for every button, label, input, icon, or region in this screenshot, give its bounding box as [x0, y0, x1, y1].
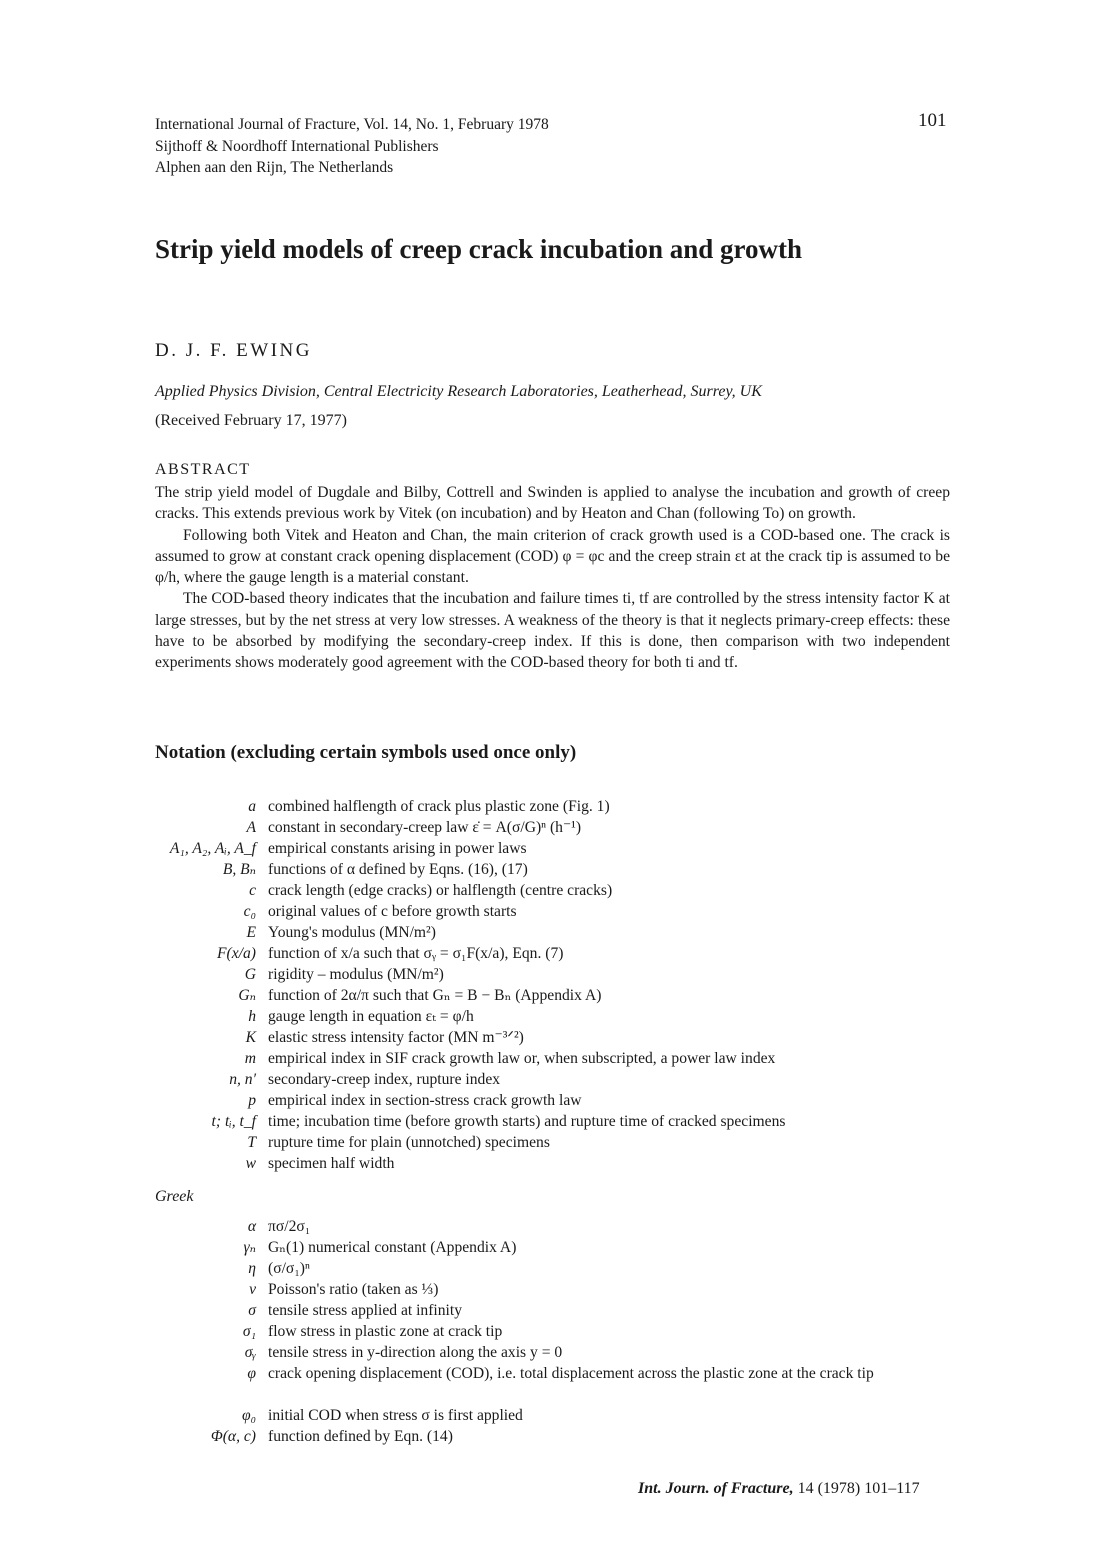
notation-row — [140, 1027, 960, 1048]
notation-row — [140, 1006, 960, 1027]
notation-definition: rupture time for plain (unnotched) specimens — [268, 1134, 550, 1151]
notation-definition: time; incubation time (before growth starts) and rupture time of cracked specimens — [268, 1113, 786, 1130]
notation-definition: initial COD when stress σ is first applied — [268, 1407, 523, 1424]
notation-symbol: E — [246, 924, 256, 941]
notation-definition: constant in secondary-creep law ε̇ = A(σ/G)ⁿ (h⁻¹) — [268, 819, 582, 836]
abstract-body — [155, 482, 950, 674]
notation-list-latin — [140, 796, 960, 1174]
notation-definition: function of 2α/π such that Gₙ = B − Bₙ (Appendix A) — [268, 987, 602, 1004]
notation-definition: Gₙ(1) numerical constant (Appendix A) — [268, 1239, 517, 1256]
notation-definition: crack length (edge cracks) or halflength (centre cracks) — [268, 882, 613, 899]
notation-symbol: m — [244, 1050, 256, 1067]
notation-row — [140, 1111, 960, 1132]
notation-symbol: p — [248, 1092, 256, 1109]
notation-row — [140, 1321, 960, 1342]
notation-definition: Young's modulus (MN/m²) — [268, 924, 436, 941]
notation-row — [140, 964, 960, 985]
notation-symbol: φ — [247, 1365, 256, 1382]
notation-symbol: c — [249, 882, 256, 899]
notation-symbol: B, Bₙ — [222, 861, 256, 878]
footer-journal: Int. Journ. of Fracture, — [638, 1480, 794, 1497]
notation-definition: rigidity – modulus (MN/m²) — [268, 966, 444, 983]
journal-line: International Journal of Fracture, Vol. 14, No. 1, February 1978 — [155, 116, 549, 133]
notation-row — [140, 1363, 960, 1405]
notation-row — [140, 1405, 960, 1426]
notation-row — [140, 859, 960, 880]
greek-label: Greek — [155, 1188, 194, 1205]
notation-row — [140, 1300, 960, 1321]
notation-symbol: σᵧ — [244, 1344, 256, 1361]
publisher-line: Sijthoff & Noordhoff International Publishers — [155, 137, 439, 155]
notation-symbol: σ₁ — [242, 1323, 256, 1340]
notation-row — [140, 985, 960, 1006]
notation-definition: original values of c before growth starts — [268, 903, 517, 920]
notation-symbol: w — [245, 1155, 256, 1172]
notation-symbol: a — [248, 798, 256, 815]
notation-definition: function of x/a such that σᵧ = σ₁F(x/a), Eqn. (7) — [268, 945, 564, 962]
notation-row — [140, 1216, 960, 1237]
notation-row — [140, 1090, 960, 1111]
received-date: (Received February 17, 1977) — [155, 412, 347, 429]
notation-definition: tensile stress applied at infinity — [268, 1302, 463, 1319]
notation-row — [140, 1258, 960, 1279]
notation-symbol: A₁, A₂, Aᵢ, A_f — [169, 840, 256, 857]
notation-row — [140, 1153, 960, 1174]
affiliation: Applied Physics Division, Central Electricity Research Laboratories, Leatherhead, Surrey, UK — [155, 383, 762, 400]
notation-symbol: Gₙ — [238, 987, 256, 1004]
footer-volume-pages: 14 (1978) 101–117 — [793, 1480, 920, 1497]
notation-definition: functions of α defined by Eqns. (16), (17) — [268, 861, 528, 878]
notation-definition: combined halflength of crack plus plastic zone (Fig. 1) — [268, 798, 610, 815]
notation-definition: tensile stress in y-direction along the axis y = 0 — [268, 1344, 563, 1361]
notation-row — [140, 1426, 960, 1447]
notation-symbol: σ — [248, 1302, 256, 1319]
notation-definition: (σ/σ₁)ⁿ — [268, 1260, 310, 1277]
notation-row — [140, 943, 960, 964]
notation-symbol: G — [244, 966, 256, 983]
notation-definition: empirical index in SIF crack growth law or, when subscripted, a power law index — [268, 1050, 776, 1067]
notation-row — [140, 1069, 960, 1090]
notation-definition: flow stress in plastic zone at crack tip — [268, 1323, 503, 1340]
abstract-paragraph: The COD-based theory indicates that the incubation and failure times ti, tf are controlled by the stress intensity factor K at large stresses, but by the net stress at very low stresses. A weakness of the theory is that it neglects primary-creep effects: these have to be absorbed by modifying the secondary-creep index. If this is done, then comparison with two independent experiments shows moderately good agreement with the COD-based theory for both ti and tf. — [155, 590, 950, 672]
notation-symbol: A — [246, 819, 256, 836]
notation-symbol: c₀ — [243, 903, 256, 920]
notation-symbol: t; tᵢ, t_f — [211, 1113, 256, 1130]
notation-symbol: α — [247, 1218, 256, 1235]
notation-symbol: n, n′ — [229, 1071, 256, 1088]
footer-citation — [638, 1480, 920, 1498]
abstract-paragraph: The strip yield model of Dugdale and Bilby, Cottrell and Swinden is applied to analyse the incubation and growth of creep cracks. This extends previous work by Vitek (on incubation) and by Heaton and Chan (following To) on growth. — [155, 484, 950, 523]
notation-row — [140, 1342, 960, 1363]
notation-definition: secondary-creep index, rupture index — [268, 1071, 501, 1088]
notation-symbol: η — [248, 1260, 256, 1277]
notation-row — [140, 880, 960, 901]
notation-definition: πσ/2σ₁ — [268, 1218, 311, 1235]
notation-row — [140, 817, 960, 838]
paper-title: Strip yield models of creep crack incubation and growth — [155, 234, 803, 264]
notation-symbol: Φ(α, c) — [210, 1428, 256, 1445]
notation-row — [140, 1279, 960, 1300]
notation-symbol: K — [245, 1029, 256, 1046]
notation-row — [140, 1237, 960, 1258]
notation-symbol: ν — [249, 1281, 256, 1298]
notation-definition: function defined by Eqn. (14) — [268, 1428, 453, 1445]
notation-definition: Poisson's ratio (taken as ⅓) — [268, 1281, 439, 1298]
page-number: 101 — [918, 110, 947, 131]
notation-row — [140, 922, 960, 943]
notation-row — [140, 901, 960, 922]
location-line: Alphen aan den Rijn, The Netherlands — [155, 159, 394, 176]
notation-definition: crack opening displacement (COD), i.e. total displacement across the plastic zone at the crack tip — [268, 1365, 874, 1382]
journal-header — [155, 114, 549, 179]
notation-definition: specimen half width — [268, 1155, 395, 1172]
notation-symbol: T — [247, 1134, 256, 1151]
notation-row — [140, 1048, 960, 1069]
author: D. J. F. EWING — [155, 340, 312, 361]
abstract-heading: ABSTRACT — [155, 461, 251, 478]
notation-row — [140, 796, 960, 817]
notation-heading: Notation (excluding certain symbols used once only) — [155, 742, 577, 763]
notation-definition: empirical index in section-stress crack growth law — [268, 1092, 582, 1109]
notation-list-greek — [140, 1216, 960, 1447]
notation-symbol: φ₀ — [241, 1407, 256, 1424]
notation-row — [140, 838, 960, 859]
notation-symbol: F(x/a) — [217, 945, 256, 962]
notation-row — [140, 1132, 960, 1153]
notation-definition: elastic stress intensity factor (MN m⁻³ᐟ²) — [268, 1029, 524, 1046]
notation-symbol: h — [248, 1008, 256, 1025]
notation-symbol: γₙ — [243, 1239, 256, 1256]
abstract-paragraph: Following both Vitek and Heaton and Chan, the main criterion of crack growth used is a COD-based one. The crack is assumed to grow at constant crack opening displacement (COD) φ = φc and the creep strain εt at the crack tip is assumed to be φ/h, where the gauge length is a material constant. — [155, 526, 950, 587]
notation-definition: empirical constants arising in power laws — [268, 840, 527, 857]
notation-definition: gauge length in equation εₜ = φ/h — [268, 1008, 474, 1025]
